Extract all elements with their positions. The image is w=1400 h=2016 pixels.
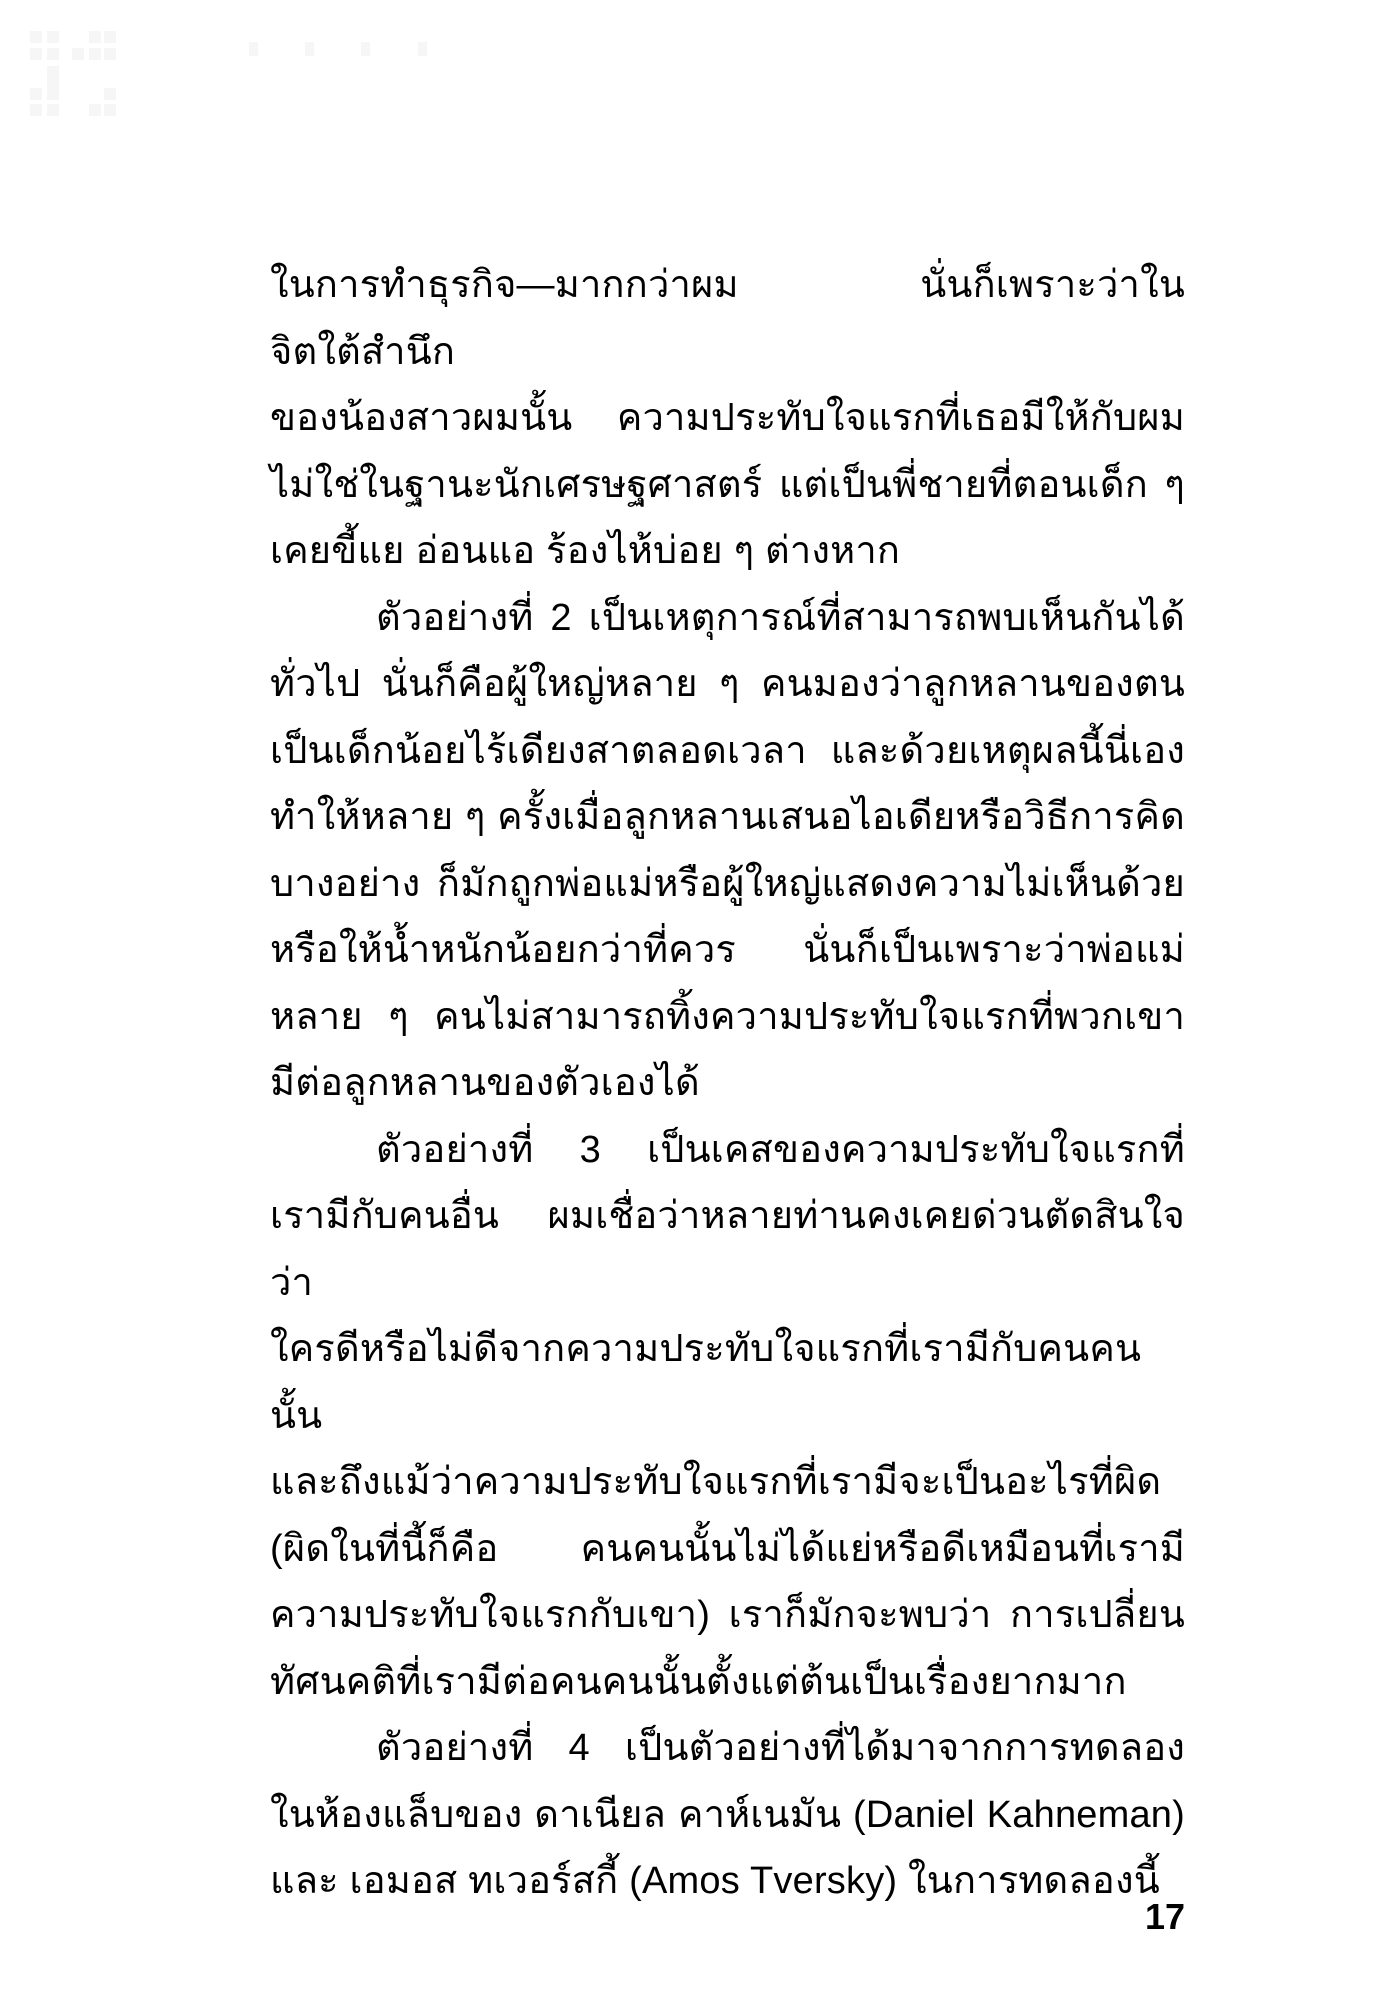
text-line: ตัวอย่างที่ 4 เป็นตัวอย่างที่ได้มาจากการทดลอง [376,1727,1185,1769]
scan-artifact [104,31,116,43]
scan-artifact [30,88,42,100]
text-line: ทัศนคติที่เรามีต่อคนคนนั้นตั้งแต่ต้นเป็นเรื่องยากมาก [270,1660,1127,1703]
text-line: ไม่ใช่ในฐานะนักเศรษฐศาสตร์ แต่เป็นพี่ชายที่ตอนเด็ก ๆ [270,463,1185,506]
text-line: เป็นเด็กน้อยไร้เดียงสาตลอดเวลา และด้วยเหตุผลนี้นี่เอง [270,729,1185,772]
text-line: ของน้องสาวผมนั้น ความประทับใจแรกที่เธอมีให้กับผม [270,397,1185,439]
body-text [270,252,1185,1915]
scan-artifact [89,31,101,43]
text-line: (ผิดในที่นี้ก็คือ คนคนนั้นไม่ได้แย่หรือดีเหมือนที่เรามี [270,1527,1185,1570]
scan-artifact [47,48,59,60]
text-line: ทำให้หลาย ๆ ครั้งเมื่อลูกหลานเสนอไอเดียหรือวิธีการคิด [270,796,1185,838]
scan-artifact [30,48,42,60]
scan-artifact [47,31,59,43]
scan-artifact [47,88,59,100]
scan-artifact [47,104,59,116]
scan-artifact [72,48,84,60]
text-line: และถึงแม้ว่าความประทับใจแรกที่เรามีจะเป็นอะไรที่ผิด [270,1461,1162,1503]
scan-artifact [89,104,101,116]
scan-artifact [47,66,59,88]
text-line: หรือให้น้ำหนักน้อยกว่าที่ควร นั่นก็เป็นเพราะว่าพ่อแม่ [270,929,1185,971]
text-line: ในการทำธุรกิจ—มากกว่าผม นั่นก็เพราะว่าในจิตใต้สำนึก [270,264,1185,373]
text-line: และ เอมอส ทเวอร์สกี้ (Amos Tversky) ในการทดลองนี้ [270,1860,1160,1902]
text-line: ตัวอย่างที่ 3 เป็นเคสของความประทับใจแรกที่ [376,1128,1185,1171]
scan-artifact [30,31,42,43]
text-line: ในห้องแล็บของ ดาเนียล คาห์เนมัน (Daniel Kahneman) [270,1793,1185,1836]
text-line: ทั่วไป นั่นก็คือผู้ใหญ่หลาย ๆ คนมองว่าลูกหลานของตน [270,663,1185,705]
text-line: ตัวอย่างที่ 2 เป็นเหตุการณ์ที่สามารถพบเห็นกันได้ [376,596,1185,639]
scan-artifact [104,48,116,60]
text-line: เรามีกับคนอื่น ผมเชื่อว่าหลายท่านคงเคยด่วนตัดสินใจว่า [270,1195,1185,1304]
scan-artifact [305,42,314,56]
text-line: ใครดีหรือไม่ดีจากความประทับใจแรกที่เรามีกับคนคนนั้น [270,1328,1142,1437]
page-number: 17 [1144,1896,1185,1937]
text-line: มีต่อลูกหลานของตัวเองได้ [270,1062,700,1104]
scan-artifact [249,42,258,56]
text-line: เคยขี้แย อ่อนแอ ร้องไห้บ่อย ๆ ต่างหาก [270,530,901,572]
scan-artifact [30,104,42,116]
text-line: บางอย่าง ก็มักถูกพ่อแม่หรือผู้ใหญ่แสดงความไม่เห็นด้วย [270,862,1185,905]
scan-artifact [418,42,427,56]
scan-artifact [361,42,370,56]
scan-artifact [104,104,116,116]
text-line: ความประทับใจแรกกับเขา) เราก็มักจะพบว่า การเปลี่ยน [270,1594,1185,1636]
scan-artifact [104,88,116,100]
scan-artifact [89,48,101,60]
text-line: หลาย ๆ คนไม่สามารถทิ้งความประทับใจแรกที่พวกเขา [270,995,1185,1038]
